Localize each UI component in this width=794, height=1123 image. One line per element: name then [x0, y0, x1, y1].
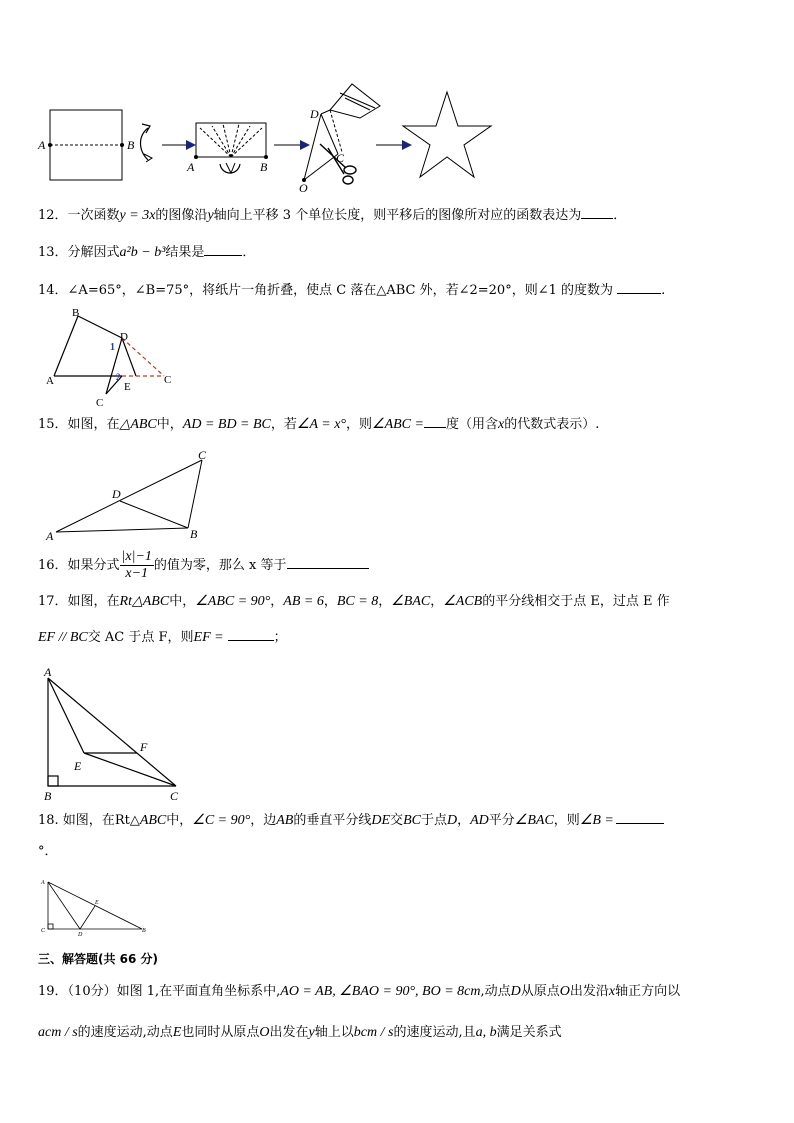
answer-blank[interactable]	[228, 628, 274, 641]
label-a2: A	[187, 160, 195, 174]
label-o: O	[299, 181, 308, 195]
label-e: E	[95, 900, 99, 906]
label-c: C	[41, 928, 46, 934]
question-18-line-2: °．	[38, 844, 58, 859]
label-a: A	[41, 880, 45, 886]
question-12: 12．一次函数y = 3x的图像沿y轴向上平移 3 个单位长度，则平移后的图像所对应的函数表达为 ．	[38, 208, 627, 223]
question-15: 15．如图，在△ABC中，AD = BD = BC，若∠A = x°，则∠ABC = 度（用含x的代数式表示）.	[38, 417, 600, 432]
question-19-line-1: 19．（10分）如图 1,在平面直角坐标系中,AO = AB, ∠BAO = 90°, BO = 8cm,动点D从原点O出发沿x轴正方向以	[38, 984, 681, 999]
fraction: $\frac{|x|-1}{x-1}$	[121, 549, 152, 581]
question-19-line-2: acm / s的速度运动,动点E也同时从原点O出发在y轴上以bcm / s的速度运动,且a, b满足关系式	[38, 1025, 562, 1040]
question-16: 16．如果分式 $\frac{|x|-1}{x-1}$ 的值为零，那么 x 等于	[38, 548, 369, 584]
question-14: 14．∠A=65°，∠B=75°，将纸片一角折叠，使点 C 落在△ABC 外，若∠2=20°，则∠1 的度数为 .	[38, 283, 666, 298]
folded-rectangle	[196, 123, 266, 157]
label-a: A	[46, 375, 54, 387]
label-d: D	[78, 932, 83, 936]
star-shape	[403, 92, 491, 177]
answer-blank[interactable]	[616, 811, 664, 824]
question-17-line-2: EF // BC交 AC 于点 F，则EF = ；	[38, 630, 287, 645]
label-a: A	[44, 665, 52, 679]
label-e: E	[124, 381, 131, 393]
label-c: C	[170, 789, 179, 803]
answer-blank[interactable]	[287, 556, 369, 569]
figure-18	[38, 874, 154, 936]
label-b: B	[72, 307, 80, 319]
label-b: B	[142, 928, 146, 934]
answer-blank[interactable]	[581, 206, 613, 219]
label-b: B	[44, 789, 52, 803]
label-a: A	[46, 529, 54, 543]
question-17-line-1: 17．如图，在Rt△ABC中，∠ABC = 90°，AB = 6，BC = 8，∠BAC，∠ACB的平分线相交于点 E，过点 E 作	[38, 594, 670, 609]
label-c-folded: C	[96, 397, 104, 409]
folding-star-figure	[30, 78, 510, 196]
figure-17	[36, 664, 196, 806]
figure-15	[40, 446, 220, 546]
answer-blank[interactable]	[617, 281, 661, 294]
label-d: D	[112, 487, 121, 501]
arrow-right-icon	[300, 140, 310, 150]
label-e: E	[74, 759, 82, 773]
angle-2-label: 2	[116, 372, 121, 382]
figure-14	[40, 306, 190, 410]
label-a1: A	[38, 138, 46, 152]
question-13: 13．分解因式a²b − b³结果是 ．	[38, 245, 256, 260]
label-f: F	[140, 740, 148, 754]
section-heading: 三、解答题(共 66 分)	[38, 952, 159, 966]
label-d: D	[310, 107, 319, 121]
label-c-original: C	[164, 374, 172, 386]
arrow-right-icon	[402, 140, 412, 150]
label-d: D	[120, 331, 128, 343]
answer-blank[interactable]	[204, 243, 242, 256]
label-b1: B	[127, 138, 135, 152]
angle-1-label: 1	[110, 342, 115, 353]
label-b2: B	[260, 160, 268, 174]
label-c: C	[198, 448, 207, 462]
arrow-right-icon	[186, 140, 196, 150]
answer-blank[interactable]	[424, 415, 446, 428]
label-c: C	[336, 151, 345, 165]
label-b: B	[190, 527, 198, 541]
question-18-line-1: 18. 如图，在Rt△ABC中，∠C = 90°，边AB的垂直平分线DE交BC于点D，AD平分∠BAC，则∠B =	[38, 811, 664, 830]
